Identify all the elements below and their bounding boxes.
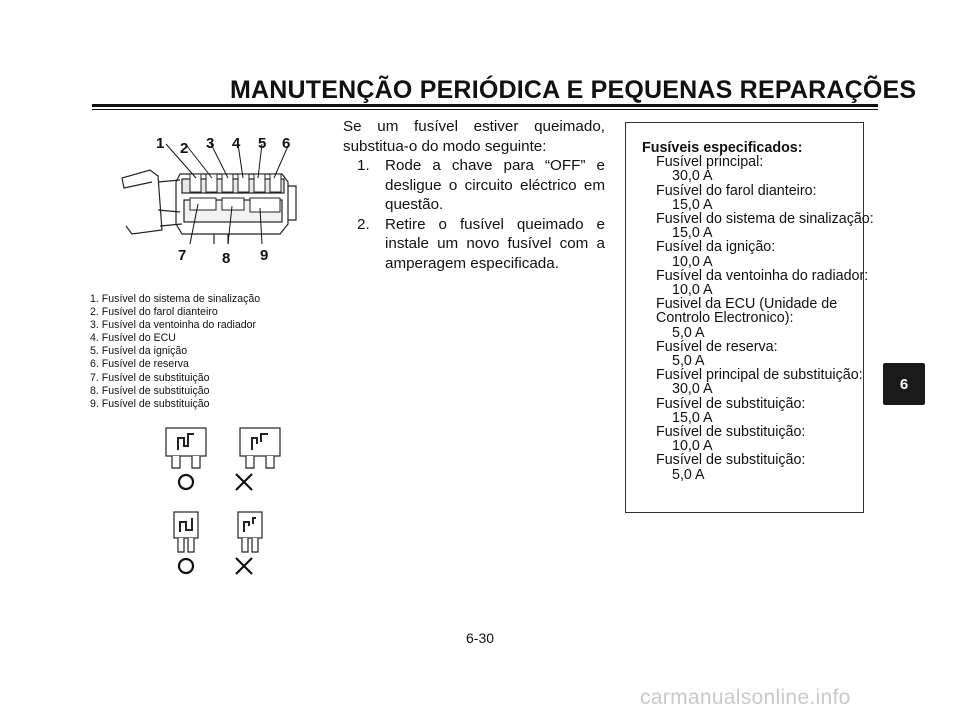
callout-3: 3 [206,135,215,152]
callout-5: 5 [258,135,267,152]
step-item [343,215,605,274]
legend-item: 5. Fusível da ignição [90,345,188,358]
spec-value: 15,0 A [672,196,713,213]
ok-circle-icon [179,475,193,489]
blown-mini-fuse-icon [238,512,262,552]
callout-8: 8 [222,250,231,267]
spec-value: 15,0 A [672,225,713,242]
chapter-tab: 6 [883,363,925,405]
spec-name: Controlo Electronico): [656,310,794,327]
callout-4: 4 [232,135,241,152]
step-item [343,156,605,215]
blown-blade-fuse-icon [240,428,280,468]
legend-item: 3. Fusível da ventoinha do radiador [90,319,257,332]
spec-name: Fusível de reserva: [656,338,778,355]
callout-9: 9 [260,247,269,264]
instructions [343,117,605,273]
steps-list [343,156,605,273]
callout-2: 2 [180,140,189,157]
intro-paragraph [343,117,605,156]
step-text: Rode a chave para “OFF” e desligue o circuito eléctrico em questão. [385,157,605,213]
callout-6: 6 [282,135,291,152]
fuse-condition-illustration [160,420,300,585]
step-text: Retire o fusível queimado e instale um novo fusível com a amperagem especificada. [385,215,605,272]
spec-name: Fusível do sistema de sinalização: [656,211,874,228]
legend-item: 1. Fusível do sistema de sinalização [90,293,261,305]
spec-name: Fusível principal de substituição: [656,367,863,384]
legend-item: 9. Fusível de substituição [90,397,210,410]
spec-name: Fusível de substituição: [656,395,806,412]
callout-1: 1 [156,135,165,152]
step-number: 2. [357,215,370,233]
spec-name: Fusível da ignição: [656,239,776,256]
spec-name: Fusível do farol dianteiro: [656,182,817,199]
spec-name: Fusível de substituição: [656,452,806,469]
spec-name: Fusível de substituição: [656,424,806,441]
title-rule-thin [92,109,878,110]
legend-item: 8. Fusível de substituição [90,384,210,397]
figure-legend [90,293,330,411]
spec-value: 10,0 A [672,282,713,299]
good-mini-fuse-icon [174,512,198,552]
spec-value: 5,0 A [672,466,705,483]
good-blade-fuse-icon [166,428,206,468]
spec-value: 15,0 A [672,409,713,426]
page-number: 6-30 [466,630,495,646]
spec-heading: Fusíveis especificados: [642,140,803,156]
spec-name: Fusivel da ECU (Unidade de [656,296,838,313]
step-number: 1. [357,157,370,174]
page-title: MANUTENÇÃO PERIÓDICA E PEQUENAS REPARAÇÕES [230,76,917,104]
fuse-box-illustration [110,126,330,271]
spec-value: 30,0 A [672,168,713,185]
not-ok-cross-icon [236,558,252,574]
watermark: carmanualsonline.info [640,686,851,709]
not-ok-cross-icon [236,474,252,490]
legend-item: 7. Fusível de substituição [90,371,210,384]
spec-value: 5,0 A [672,324,705,341]
ok-circle-icon [179,559,193,573]
intro-line: substitua-o do modo seguinte: [343,137,547,155]
spec-value: 10,0 A [672,438,713,455]
spec-name: Fusível da ventoinha do radiador: [656,267,869,284]
title-rule [92,104,878,107]
spec-value: 5,0 A [672,353,705,370]
legend-item: 6. Fusível de reserva [90,358,189,371]
intro-line: Se um fusível estiver queimado, [343,118,605,135]
spec-name: Fusível principal: [656,154,764,171]
legend-item: 4. Fusível do ECU [90,332,176,345]
spec-value: 10,0 A [672,253,713,270]
legend-item: 2. Fusível do farol dianteiro [90,306,218,319]
specified-fuses-box [625,122,874,513]
callout-7: 7 [178,247,187,264]
spec-value: 30,0 A [672,381,713,398]
